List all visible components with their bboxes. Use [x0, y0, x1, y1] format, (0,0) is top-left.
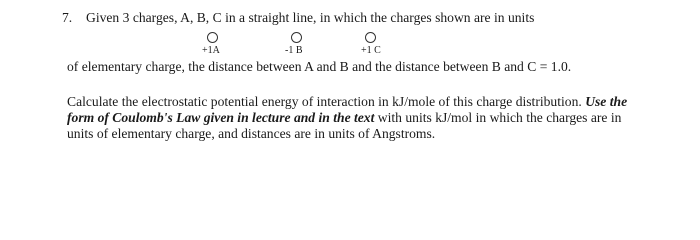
charge-b-label: -1 B: [285, 45, 303, 56]
coulomb-law-emphasis: Use the form of Coulomb's Law given in lecture and in the text: [67, 94, 628, 125]
charge-c-circle: [365, 32, 376, 43]
question-intro-text: Given 3 charges, A, B, C in a straight line, in which the charges shown are in units: [86, 10, 535, 25]
distance-text: of elementary charge, the distance between A and B and the distance between B and C = 1.0.: [67, 59, 572, 74]
instruction-text-continued: with units kJ/mol in which the charges are in units of elementary charge, and distances are in units of Angstroms.: [67, 110, 622, 141]
charge-a-label: +1A: [202, 45, 220, 56]
instruction-text: Calculate the electrostatic potential energy of interaction in kJ/mole of this charge distribution.: [67, 94, 582, 109]
question-number: 7.: [62, 10, 73, 25]
charge-a-circle: [207, 32, 218, 43]
charge-b-circle: [291, 32, 302, 43]
instruction-paragraph: [67, 94, 647, 142]
charge-c-label: +1 C: [361, 45, 381, 56]
